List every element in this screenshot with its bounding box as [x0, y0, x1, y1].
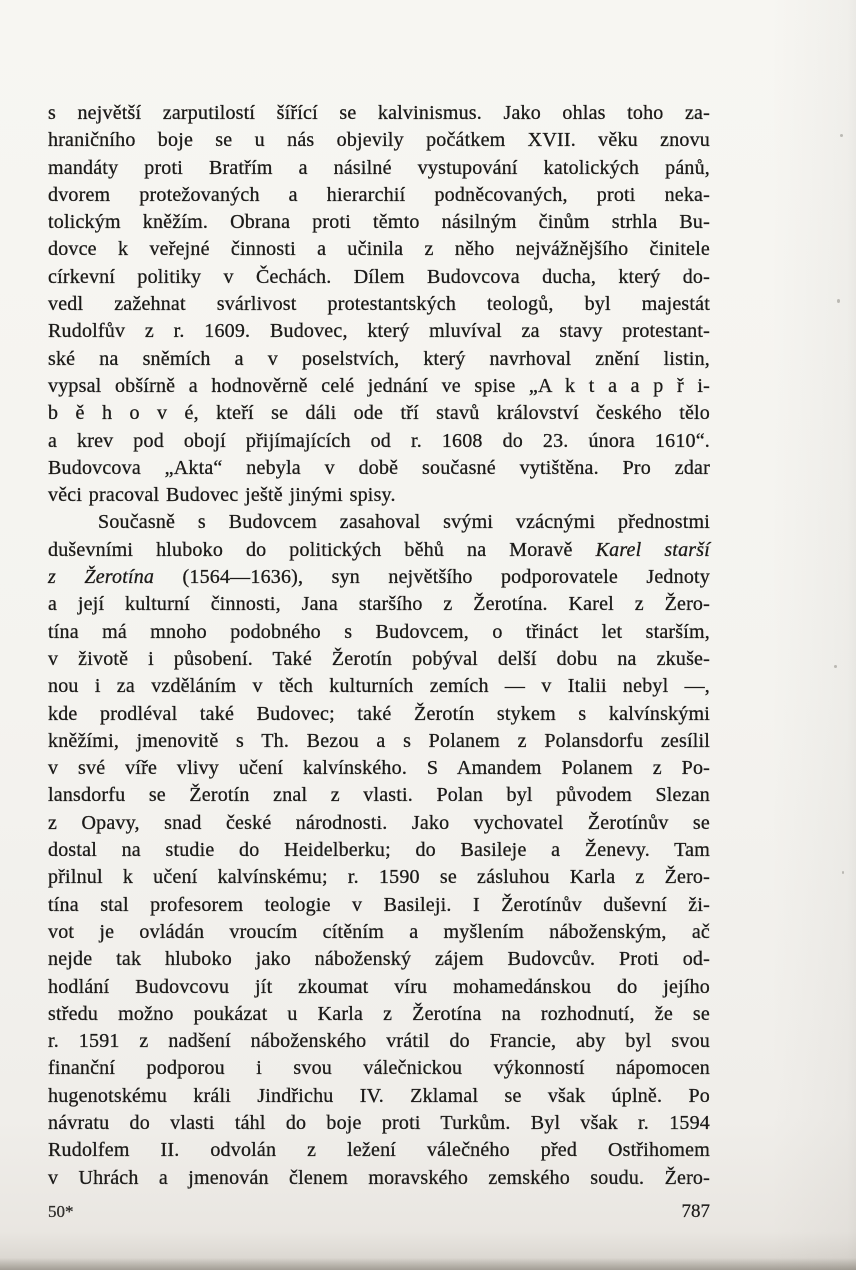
text-line: [48, 1083, 710, 1110]
text-line: [48, 264, 710, 291]
text-line: [48, 1165, 710, 1192]
text-line: [48, 619, 710, 646]
text-segment: r. 1591 z nadšení náboženského vrátil do Francie, aby byl svou: [48, 1030, 710, 1053]
text-line: [48, 509, 710, 536]
text-segment: tína stal profesorem teologie v Basileji. I Žerotínův duševní ži-: [48, 893, 710, 916]
scan-speck: [834, 665, 837, 668]
text-segment: Budovcova „Akta“ nebyla v době současné vytištěna. Pro zdar: [48, 456, 710, 479]
text-line: [48, 127, 710, 154]
text-line: [48, 1110, 710, 1137]
text-line: [48, 291, 710, 318]
text-segment: tolickým kněžím. Obrana proti těmto násilným činům strhla Bu-: [48, 211, 710, 234]
scan-speck: [842, 871, 844, 874]
text-segment: dostal na studie do Heidelberku; do Basileje a Ženevy. Tam: [48, 839, 710, 862]
text-line: [48, 646, 710, 673]
text-segment: a krev pod obojí přijímajících od r. 1608 do 23. února 1610“.: [48, 429, 710, 452]
text-segment: středu možno poukázat u Karla z Žerotína na rozhodnutí, že se: [48, 1002, 710, 1025]
text-line: [48, 455, 710, 482]
text-segment: mandáty proti Bratřím a násilné vystupování katolických pánů,: [48, 156, 710, 179]
text-line: [48, 864, 710, 891]
text-line: [48, 701, 710, 728]
text-line: [48, 209, 710, 236]
text-line: [48, 428, 710, 455]
text-line: [48, 155, 710, 182]
text-line: [48, 591, 710, 618]
text-line: [48, 837, 710, 864]
text-line: [48, 182, 710, 209]
text-line: [48, 400, 710, 427]
text-line: [48, 892, 710, 919]
text-segment: v Uhrách a jmenován členem moravského zemského soudu. Žero-: [48, 1166, 710, 1189]
paragraph: [48, 509, 710, 1191]
text-segment: Rudolfův z r. 1609. Budovec, který mluvíval za stavy protestant-: [48, 320, 710, 343]
text-segment: hodlání Budovcovu jít zkoumat víru mohamedánskou do jejího: [48, 975, 710, 998]
page-footer: [48, 1201, 710, 1223]
text-line: [48, 673, 710, 700]
text-segment: ské na sněmích a v poselstvích, který navrhoval znění listin,: [48, 347, 710, 370]
page-number: 787: [681, 1201, 710, 1222]
text-line: [48, 100, 710, 127]
paragraph: [48, 100, 710, 509]
text-segment: církevní politiky v Čechách. Dílem Budovcova ducha, který do-: [48, 265, 710, 288]
scan-speck: [840, 134, 843, 137]
text-segment: Současně s Budovcem zasahoval svými vzácnými přednostmi: [98, 511, 710, 534]
text-segment: přilnul k učení kalvínskému; r. 1590 se zásluhou Karla z Žero-: [48, 866, 710, 889]
text-segment: b ě h o v é, kteří se dáli ode tří stavů království českého tělo: [48, 402, 710, 425]
text-line: [48, 373, 710, 400]
text-line: [48, 728, 710, 755]
text-segment: kněžími, jmenovitě s Th. Bezou a s Polanem z Polansdorfu zesílil: [48, 729, 710, 752]
text-segment: v své víře vlivy učení kalvínského. S Amandem Polanem z Po-: [48, 757, 710, 780]
text-line: [48, 782, 710, 809]
text-line: [48, 919, 710, 946]
text-line: [48, 1001, 710, 1028]
text-segment: lansdorfu se Žerotín znal z vlasti. Polan byl původem Slezan: [48, 784, 710, 807]
scan-speck: [837, 299, 840, 303]
text-line: [48, 346, 710, 373]
text-line: [48, 318, 710, 345]
text-line: [48, 1028, 710, 1055]
text-segment: Rudolfem II. odvolán z ležení válečného před Ostřihomem: [48, 1139, 710, 1162]
italic-text-segment: z Žerotína: [48, 566, 155, 589]
text-block: [48, 100, 710, 1192]
text-line: [48, 974, 710, 1001]
text-line: [48, 564, 710, 591]
text-segment: vypsal obšírně a hodnověrně celé jednání ve spise „A k t a a p ř i-: [48, 374, 710, 397]
text-line: [48, 236, 710, 263]
text-segment: vot je ovládán vroucím cítěním a myšlením náboženským, ač: [48, 920, 710, 943]
scan-shadow: [0, 1258, 856, 1270]
text-line: [48, 946, 710, 973]
text-segment: v životě i působení. Také Žerotín pobýval delší dobu na zkuše-: [48, 647, 710, 670]
italic-text-segment: Karel starší: [595, 538, 710, 561]
text-segment: dovce k veřejné činnosti a učinila z něho nejvážnějšího činitele: [48, 238, 710, 261]
text-line: [48, 810, 710, 837]
text-segment: věci pracoval Budovec ještě jinými spisy.: [48, 484, 396, 507]
text-line: [48, 1055, 710, 1082]
text-segment: vedl zažehnat svárlivost protestantských teologů, byl majestát: [48, 293, 710, 316]
text-segment: hugenotskému králi Jindřichu IV. Zklamal se však úplně. Po: [48, 1084, 710, 1107]
text-segment: tína má mnoho podobného s Budovcem, o třináct let starším,: [48, 620, 710, 643]
text-line: [48, 537, 710, 564]
text-segment: nejde tak hluboko jako náboženský zájem Budovcův. Proti od-: [48, 948, 710, 971]
text-segment: finanční podporou i svou válečnickou výkonností nápomocen: [48, 1057, 710, 1080]
signature-mark: 50*: [48, 1202, 74, 1221]
text-line: [48, 1137, 710, 1164]
text-segment: návratu do vlasti táhl do boje proti Turkům. Byl však r. 1594: [48, 1111, 710, 1134]
text-segment: kde prodléval také Budovec; také Žerotín stykem s kalvínskými: [48, 702, 710, 725]
text-segment: duševními hluboko do politických běhů na Moravě: [48, 538, 596, 561]
text-segment: s největší zarputilostí šířící se kalvinismus. Jako ohlas toho za-: [48, 102, 710, 124]
text-line: [48, 755, 710, 782]
text-segment: nou i za vzděláním v těch kulturních zemích — v Italii nebyl —,: [48, 675, 710, 698]
text-line: [48, 482, 710, 509]
text-segment: hraničního boje se u nás objevily počátkem XVII. věku znovu: [48, 129, 710, 152]
text-segment: z Opavy, snad české národnosti. Jako vychovatel Žerotínův se: [48, 811, 710, 834]
text-segment: (1564—1636), syn největšího podporovatele Jednoty: [154, 566, 710, 589]
text-segment: a její kulturní činnosti, Jana staršího z Žerotína. Karel z Žero-: [48, 593, 710, 616]
text-segment: dvorem protežovaných a hierarchií podněcovaných, proti neka-: [48, 183, 710, 206]
